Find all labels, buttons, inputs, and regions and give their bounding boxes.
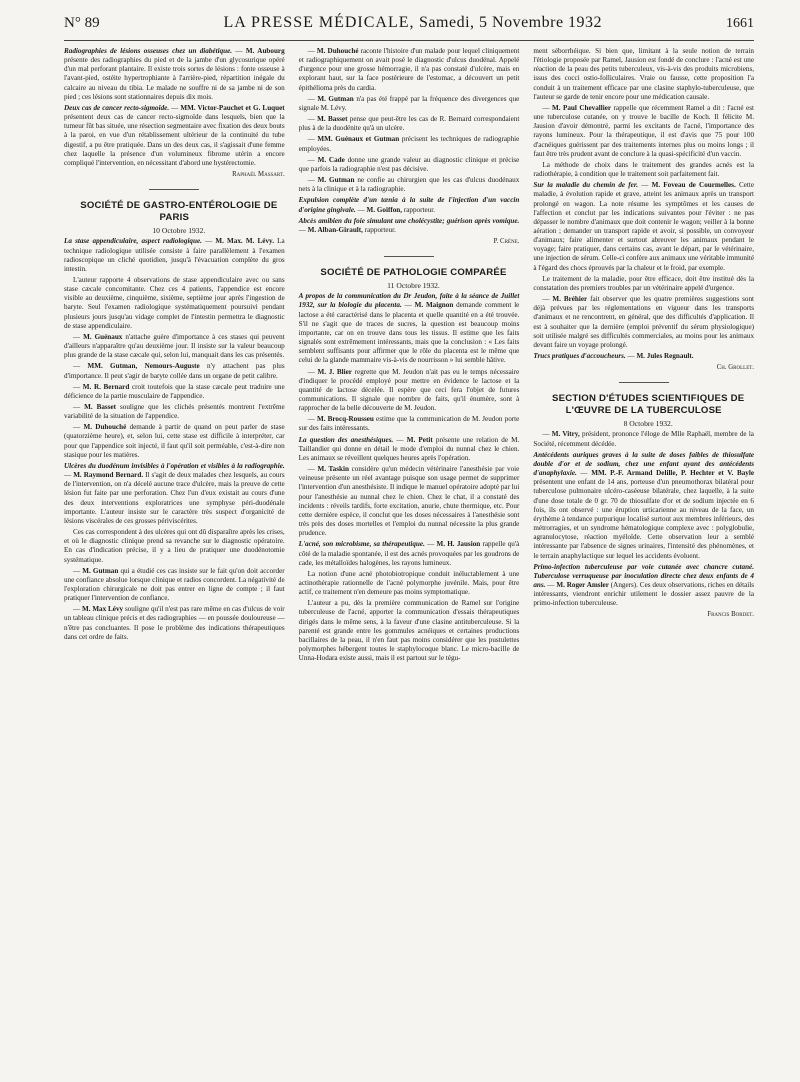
abstract-title: L'acné, son microbisme, sa thérapeutique. [298, 540, 425, 549]
paragraph: Ces cas correspondent à des ulcères qui ont dû disparaître après les crises, et où le diagnostic clinique prend sa revanche sur le diagnostic opératoire. En cas d'indication précise, il y a lieu de pratiquer une duodénotomie systématique. [64, 528, 285, 564]
abstract-text: présente une relation de M. Taillandier qui donne en détail le mode d'emploi du nunnal chez le chien. Les animaux se réveillent quelques heures après l'opération. [298, 435, 520, 462]
abstract-title: Ulcères du duodénum invisibles à l'opération et visibles à la radiographie. [64, 461, 285, 470]
abstract-text: (Angers). Ces deux observations, riches en détails intéressants, viendront enrichir utilement le dossier assez pauvre de la primo-infection tuberculeuse. [533, 580, 755, 608]
paragraph: — M. Gutman qui a étudié ces cas insiste sur le fait qu'on doit accorder une confiance absolue lorsque clinique et radios concordent. La négativité de l'exploration chirurgicale ne doit pas entrer en ligne de compte ; il faut pratiquer l'intervention de confiance. [64, 566, 285, 603]
author: M. Jules Regnault. [636, 352, 694, 360]
author: M. Aubourg [245, 47, 285, 55]
abstract-title: La stase appendiculaire, aspect radiologique. [64, 237, 202, 246]
section-title: SOCIÉTÉ DE PATHOLOGIE COMPARÉE [320, 267, 507, 279]
author: MM. P.-F. Armand Delille, P. Hechter et V. Bayle [591, 469, 755, 478]
abstract: Trucs pratiques d'accoucheurs. — M. Jules Regnault. [533, 352, 694, 360]
paragraph: — M. Gutman n'a pas été frappé par la fréquence des divergences que signale M. Lévy. [298, 94, 520, 112]
abstract-text: rappelle qu'à côté de la maladie spontanée, il est des acnés provoquées par les goudrons de cade, les métalloïdes halogènes, les rayons lumineux. [298, 540, 520, 567]
author: M. Duhouché [316, 47, 359, 55]
author: M. Gutman [317, 94, 354, 103]
divider [149, 189, 199, 190]
abstract-text: donne une grande valeur au diagnostic clinique et précise que parfois la radiographie n'est pas décisive. [298, 155, 520, 173]
page-number: 1661 [725, 16, 754, 31]
abstract-text: Il s'agit de deux malades chez lesquels, au cours de l'intervention, on n'a décelé aucune trace d'ulcère, mais la preuve de cette lésion fut faite par une perforation. Chez l'un d'eux existait au cours d'une des deux interventions exploratrices une symphyse péri-duodénale importante. L'auteur insiste sur le caractère très suspect d'organicité de lésions viscérales de ces grosses périviscérites. [64, 471, 285, 525]
author: M. Petit [406, 435, 433, 444]
paragraph: — M. Brocq-Rousseu estime que la communication de M. Jeudon porte sur des faits intéressants. [298, 415, 520, 433]
divider [619, 382, 669, 383]
author: M. Basset [84, 403, 117, 411]
author: M. Bréhier [552, 295, 588, 304]
abstract-title: Antécédents auriques graves à la suite de doses faibles de thiosulfate double d'or et de sodium, chez une enfant ayant des antécédents d'anaphylaxie. [533, 450, 755, 478]
abstract-text: raconte l'histoire d'un malade pour lequel cliniquement et radiographiquement on avait posé le diagnostic d'ulcus duodénal. Appelé d'urgence pour une grosse hémorragie, il n'a pas constaté d'ulcère, mais en explorant haut, sur la face postérieure de l'estomac, a découvert un petit épithélioma près du cardia. [298, 47, 520, 92]
abstract-text: croit toutefois que la stase cæcale peut traduire une déficience de la partie musculaire de l'appendice. [64, 382, 285, 400]
author: M. Max. M. Lévy. [215, 237, 274, 246]
abstract-title: Abcès amibien du foie simulant une cholécystite; guérison après vomique. [298, 216, 520, 225]
signature: Raphaël Massart. [232, 171, 285, 179]
abstract-text: rapporteur. [403, 205, 435, 214]
paragraph: — M. Basset souligne que les clichés présentés montrent l'extrême variabilité de la situation de l'appendice. [64, 403, 285, 421]
paragraph: — M. Cade donne une grande valeur au diagnostic clinique et précise que parfois la radiographie n'est pas décisive. [298, 155, 520, 173]
column-3 [533, 47, 754, 665]
abstract-title: Sur la maladie du chemin de fer. [533, 181, 639, 190]
paragraph: — M. Guénaux n'attache guère d'importance à ces stases qui peuvent d'ailleurs n'apparaître qu'au deuxième jour. Il insiste sur la valeur beaucoup plus grande de la stase cæcale qui, selon lui, manquait dans les cas présentés. [64, 332, 285, 360]
abstract: Expulsion complète d'un tænia à la suite de l'injection d'un vaccin d'origine gingivale. — M. Goiffon, rapporteur. [298, 196, 520, 214]
abstract-text: présentent deux cas de cancer recto-sigmoïde dans lesquels, bien que la tumeur fût bas située, une résection segmentaire avec fixation des deux bouts à la paroi, en vue d'un rétablissement ultérieur de la continuité du tube digestif, a pu être pratiquée. Dans un des deux cas, il s'agissait d'une femme chez laquelle la présence d'un volumineux fibrome utérin a encore compliqué l'intervention, en nécessitant d'abord une hystérectomie. [64, 113, 285, 167]
abstract-text: souligne qu'il n'est pas rare même en cas d'ulcus de voir un tableau clinique précis et des radiographies — en poussée douloureuse — n'être pas concluantes. Il pose le problème des indications thérapeutiques dans cet ordre de faits. [64, 605, 285, 641]
abstract-text: précisent les techniques de radiographie employées. [298, 135, 520, 153]
author: MM. Gutman, Nemours-Auguste [87, 362, 200, 371]
author: M. Guénaux [83, 332, 123, 341]
abstract: Deux cas de cancer recto-sigmoïde. — MM. Victor-Pauchet et G. Luquet présentent deux cas de cancer recto-sigmoïde dans lesquels, bien que la tumeur fût bas située, une résection segmentaire avec fixation des deux bouts à la paroi, en vue d'un rétablissement ultérieur de la continuité du tube digestif, a pu être pratiquée. Dans un des deux cas, il s'agissait d'une femme chez laquelle la présence d'un volumineux fibrome utérin a encore compliqué l'intervention, en nécessitant d'abord une hystérectomie. [64, 103, 285, 167]
abstract: Antécédents auriques graves à la suite de doses faibles de thiosulfate double d'or et de sodium, chez une enfant ayant des antécédents d'anaphylaxie. — MM. P.-F. Armand Delille, P. Hechter et V. Bayle présentent une enfant de 14 ans, porteuse d'un pneumothorax bilatéral pour tuberculose pulmonaire ulcéro-caséeuse bilatérale, chez laquelle, à la suite d'une dose totale de 0 gr. 70 de thiosulfate d'or et de sodium injectée en 6 fois, ils ont observé : une éruption urticarienne au niveau de la face, un érythème à tendance purpurique localisé surtout aux membres inférieurs, des métrorragies, et un syndrome hématologique complexe avec : polyglobulie, agranulocytose, réaction myéloïde. Cette observation leur a semblé intéressante par l'absence de signes urinaires, l'intensité des phénomènes, et le terrain anaphylactique sur lequel les accidents évoluent. [533, 450, 755, 560]
abstract-text: considère qu'un médecin vétérinaire l'anesthésie par voie veineuse présente un réel avantage puisque son usage permet de supprimer l'intervention d'un anesthésiste. Il indique le manuel opératoire adopté par lui pour l'anesthésie au nunnal chez le chien. Chez le chat, il a constaté des incidents : réveils tardifs, forte excitation, anurie, chute thermique, etc. Pour cette dernière espèce, il conclut que les doses nécessaires à l'anesthésie sont très près des doses mortelles et l'emploi du nunnal nécessite la plus grande prudence. [298, 465, 520, 538]
paragraph: L'auteur a pu, dès la première communication de Ramel sur l'origine tuberculeuse de l'acné, apporter la communication d'essais thérapeutiques dirigés dans le même sens, à la faveur d'une clasine antituberculeuse. Si la parenté est grande entre les gommules acnéiques et certaines productions bacillaires de la peau, il n'en faut pas moins considérer que les pustulettes polymorphes hébergent toutes le staphylocoque blanc. Le micro-bacille de Unna-Hodara existe aussi, mais il est partout sur le tégu- [298, 599, 520, 663]
abstract-text: La technique radiologique utilisée consiste à faire parallèlement à l'examen radioscopique un cliché quotidien, jusqu'à l'évacuation complète du gros intestin. [64, 237, 285, 273]
author: M. Cade [317, 155, 345, 164]
paragraph: La notion d'une acné photobiotropique conduit inéluctablement à une actinothérapie rationnelle de l'acné polymorphe juvénile. Mais, pour être actif, ce traitement n'en demeure pas moins symptomatique. [298, 569, 520, 597]
abstract-text: regrette que M. Jeudon n'ait pas eu le temps nécessaire d'indiquer le procédé employé pour mettre en évidence le lactose et la quantité de lactose décelée. Il espère que ceci fera l'objet de futures communications. Il signale que nombre de faits, qu'il énumère, sont à rapprocher de la belle découverte de M. Jeudon. [298, 367, 520, 413]
abstract-text: rapporteur. [364, 225, 396, 234]
paragraph: — MM. Gutman, Nemours-Auguste n'y attachent pas plus d'importance. Il peut s'agir de baryte collée dans un organe de petit calibre. [64, 362, 285, 380]
paragraph: L'auteur rapporte 4 observations de stase appendiculaire avec ou sans stase cæcale concomitante. Chez ces 4 patients, l'appendice est encore visible au deuxième, cinquième, sixième, septième jour après l'ingestion de baryte. Seul l'examen radiologique systématiquement poursuivi pendant plusieurs jours jusqu'au vidage complet de l'intestin permettra le diagnostic de stase appendiculaire. [64, 275, 285, 330]
paragraph: — M. Paul Chevallier rappelle que récemment Ramel a dit : l'acné est une tuberculose cutanée, on y trouve le bacille de Koch. Il félicite M. Jausion d'avoir démontré, parmi les excitants de l'acné, l'importance des rayons lumineux. Pour la thérapeutique, il est d'avis que 75 pour 100 d'acnéiques guérissent par des traitements internes plus ou moins longs ; il faut être très prudent avant de conclure à la quasi-spécificité d'un vaccin. [533, 103, 755, 158]
abstract-text: président, prononce l'éloge de Mlle Raphaël, membre de la Société, récemment décédée. [533, 430, 754, 448]
paragraph: — M. J. Blier regrette que M. Jeudon n'ait pas eu le temps nécessaire d'indiquer le procédé employé pour mettre en évidence le lactose et la quantité de lactose décelée. Il espère que ceci fera l'objet de futures communications. Il signale que nombre de faits, qu'il énumère, sont à rapprocher de la belle découverte de M. Jeudon. [298, 367, 520, 413]
masthead [224, 14, 603, 32]
author: MM. Guénaux et Gutman [317, 135, 400, 144]
column-2 [299, 47, 520, 665]
abstract-text: estime que la communication de M. Jeudon porte sur des faits intéressants. [298, 415, 520, 433]
abstract: Ulcères du duodénum invisibles à l'opération et visibles à la radiographie. — M. Raymond Bernard. Il s'agit de deux malades chez lesquels, au cours de l'intervention, on n'a décelé aucune trace d'ulcère, mais la preuve de cette lésion fut faite par une perforation. Chez l'un d'eux existait au cours d'une des deux interventions exploratrices une symphyse péri-duodénale importante. L'auteur insiste sur le caractère très suspect d'organicité de lésions viscérales de ces grosses périviscérites. [64, 461, 285, 525]
author: M. Paul Chevallier [551, 103, 612, 112]
abstract: Abcès amibien du foie simulant une cholécystite; guérison après vomique. — M. Alban-Girault, rapporteur. [298, 216, 520, 234]
author: M. Basset [317, 115, 348, 124]
abstract-text: n'y attachent pas plus d'importance. Il peut s'agir de baryte collée dans un organe de petit calibre. [64, 362, 285, 380]
paragraph: — M. Duhouché demande à partir de quand on peut parler de stase (quatorzième heure), et, selon lui, cette stase est difficile à interpréter, car pour que l'appendice soit injecté, il faut qu'il soit perméable, c'est-à-dire non stasique pour les matières. [64, 423, 285, 459]
author: M. Raymond Bernard. [73, 471, 144, 480]
section-title: SOCIÉTÉ DE GASTRO-ENTÉROLOGIE DE PARIS [80, 200, 278, 224]
paragraph: — M. Duhouché raconte l'histoire d'un malade pour lequel cliniquement et radiographiquement on avait posé le diagnostic d'ulcus duodénal. Appelé d'urgence pour une grosse hémorragie, il n'a pas constaté d'ulcère, mais en explorant haut, sur la face postérieure de l'estomac, a découvert un petit épithélioma près du cardia. [298, 47, 520, 92]
author: M. Gutman [317, 176, 355, 185]
abstract-text: qui a étudié ces cas insiste sur le fait qu'on doit accorder une confiance absolue lorsque clinique et radios concordent. La négativité de l'exploration chirurgicale ne doit pas entrer en ligne de compte ; il faut pratiquer l'intervention de confiance. [64, 566, 285, 603]
author: MM. Victor-Pauchet et G. Luquet [180, 103, 285, 112]
abstract: Radiographies de lésions osseuses chez un diabétique. — M. Aubourg présente des radiographies du pied et de la jambe d'un glycosurique opéré d'un mal perforant plantaire. Il existe trois sortes de lésions : fonte osseuse à l'avant-pied, ostéite hypertrophiante à l'arrière-pied, répartition inégale du calcaire au niveau du tibia. Le malade ne souffre ni de sa jambe ni de son pied ; ces lésions sont stationnaires depuis dix mois. [64, 47, 285, 101]
author: M. Brocq-Rousseu [316, 415, 374, 424]
paragraph: — M. Basset pense que peut-être les cas de R. Bernard correspondaient plus à de la duodénite qu'à un ulcère. [298, 115, 520, 133]
abstract-title: Primo-infection tuberculeuse par voie cutanée avec chancre cutané. Tuberculose verruqueuse par inoculation directe chez deux enfants de 4 ans. [533, 562, 755, 589]
author: M. H. Jausion [436, 540, 481, 549]
abstract-title: Trucs pratiques d'accoucheurs. [533, 352, 626, 360]
abstract-text: présentent une enfant de 14 ans, porteuse d'un pneumothorax bilatéral pour tuberculose pulmonaire ulcéro-caséeuse bilatérale, chez laquelle, à la suite d'une dose totale de 0 gr. 70 de thiosulfate d'or et de sodium injectée en 6 fois, ils ont observé : une éruption urticarienne au niveau de la face, un érythème à tendance purpurique localisé surtout aux membres inférieurs, des métrorragies, et un syndrome hématologique complexe avec : polyglobulie, agranulocytose, réaction myéloïde. Cette observation leur a semblé intéressante par l'absence de signes urinaires, l'intensité des phénomènes, et le terrain anaphylactique sur lequel les accidents évoluent. [533, 478, 755, 560]
abstract: A propos de la communication du Dr Jeudon, faite à la séance de Juillet 1932, sur la biologie du placenta. — M. Maignon demande comment le lactose a été caractérisé dans le placenta et quelle quantité en a été trouvée. S'il ne s'agit que de traces de sucres, la question est beaucoup moins importante, car on en trouve dans tous les tissus. Il estime que les faits signalés sont extrêmement intéressants, mais que la conclusion : « Les faits semblent suffisants pour affirmer que le rôle du placenta est le même que celui de la glande mammaire vis-à-vis de nourrisson » lui semble hâtive. [298, 292, 520, 365]
abstract-title: Radiographies de lésions osseuses chez un diabétique. [64, 47, 233, 55]
section-date: 10 Octobre 1932. [152, 226, 206, 236]
abstract-text: demande comment le lactose a été caractérisé dans le placenta et quelle quantité en a été trouvée. S'il ne s'agit que de traces de sucres, la question est beaucoup moins importante, car on en trouve dans tous les tissus. Il estime que les faits signalés sont extrêmement intéressants, mais que la conclusion : « Les faits semblent suffisants pour affirmer que le rôle du placenta est le même que celui de la glande mammaire vis-à-vis de nourrisson » lui semble hâtive. [298, 301, 520, 365]
abstract-title: Expulsion complète d'un tænia à la suite de l'injection d'un vaccin d'origine gingivale. [298, 196, 520, 214]
article-columns [64, 47, 754, 665]
paragraph: — M. Vitry, président, prononce l'éloge de Mlle Raphaël, membre de la Société, récemment décédée. [533, 430, 754, 448]
paragraph: Le traitement de la maladie, pour être efficace, doit être institué dès la constatation des premiers troubles par un vétérinaire appelé d'urgence. [533, 274, 755, 292]
author: M. Foveau de Courmelles. [651, 181, 736, 190]
author: M. Roger Amsler [556, 580, 609, 589]
page-header [64, 14, 754, 41]
paragraph: ment séborrhéique. Si bien que, limitant à la seule notion de terrain l'étiologie proposée par Ramel, Jausion est fondé de conclure : l'acné est une réaction de la peau des petits tuberculeux, vis-à-vis des produits microbiens, issus des cocci ostio-folliculaires. Vraie ou fausse, cette proposition l'a conduit à un traitement efficace par une clasine staphylo-tuberculeuse, que l'auteur se garde de tenir encore pour une médication causale. [533, 47, 755, 101]
issue-number: N° 89 [64, 15, 100, 31]
author: M. Duhouché [83, 423, 127, 432]
abstract-text: n'attache guère d'importance à ces stases qui peuvent d'ailleurs n'apparaître qu'au deuxième jour. Il insiste sur la valeur beaucoup plus grande de la stase cæcale qui, selon lui, manquait dans les cas présentés. [64, 332, 285, 360]
abstract: Primo-infection tuberculeuse par voie cutanée avec chancre cutané. Tuberculose verruqueuse par inoculation directe chez deux enfants de 4 ans. — M. Roger Amsler (Angers). Ces deux observations, riches en détails intéressants, viendront enrichir utilement le dossier assez pauvre de la primo-infection tuberculeuse. [533, 562, 755, 608]
paragraph: — M. Gutman ne confie au chirurgien que les cas d'ulcus duodénaux nets à la clinique et à la radiographie. [298, 176, 520, 194]
abstract-text: pense que peut-être les cas de R. Bernard correspondaient plus à de la duodénite qu'à un ulcère. [298, 115, 520, 133]
abstract-title: La question des anesthésiques. [298, 435, 394, 444]
abstract: Sur la maladie du chemin de fer. — M. Foveau de Courmelles. Cette maladie, à évolution rapide et grave, atteint les animaux après un transport prolongé en wagon. La note résume les symptômes et les causes de l'affection et conclut par les indications suivantes pour l'éviter : ne pas dépasser le nombre d'animaux que doit contenir le wagon; veiller à la bonne aération ; demander un transport rapide et avoir, si possible, un convoyeur d'animaux; faire alimenter et surtout abreuver les animaux pendant le voyage; faire pratiquer, dans certains cas, avant le départ, par le vétérinaire, une injection de sérum. Celle-ci confère aux animaux une véritable immunité à l'égard des chocs éprouvés par la chaleur et le froid, par exemple. [533, 181, 755, 272]
abstract-text: demande à partir de quand on peut parler de stase (quatorzième heure), et, selon lui, cette stase est difficile à interpréter, car pour que l'appendice soit injecté, il faut qu'il soit perméable, c'est-à-dire non stasique pour les matières. [64, 423, 285, 459]
section-title: SECTION D'ÉTUDES SCIENTIFIQUES DE L'ŒUVRE DE LA TUBERCULOSE [552, 393, 745, 417]
section-date: 11 Octobre 1932. [387, 281, 440, 291]
paragraph: — MM. Guénaux et Gutman précisent les techniques de radiographie employées. [298, 135, 520, 153]
abstract-text: ne confie au chirurgien que les cas d'ulcus duodénaux nets à la clinique et à la radiographie. [298, 176, 520, 194]
section-date: 8 Octobre 1932. [623, 419, 673, 429]
author: M. Max Lévy [81, 605, 124, 614]
abstract-title: A propos de la communication du Dr Jeudon, faite à la séance de Juillet 1932, sur la biologie du placenta. [298, 292, 520, 310]
author: M. Vitry, [551, 430, 580, 439]
paragraph: — M. Bréhier fait observer que les quatre premières suggestions sont déjà prévues par les réglementations en vigueur dans les transports d'animaux et ne rencontrent, en général, que des difficultés d'application. Il est à souhaiter que la dernière (emploi préventif du sérum physiologique) soit utilisée malgré ses difficultés commerciales, au moins pour les animaux devant faire un voyage prolongé. [533, 295, 755, 349]
abstract: La question des anesthésiques. — M. Petit présente une relation de M. Taillandier qui donne en détail le mode d'emploi du nunnal chez le chien. Les animaux se réveillent quelques heures après l'opération. [298, 435, 520, 462]
abstract: L'acné, son microbisme, sa thérapeutique. — M. H. Jausion rappelle qu'à côté de la maladie spontanée, il est des acnés provoquées par les goudrons de cade, les métalloïdes halogènes, les rayons lumineux. [298, 540, 520, 567]
journal-title: LA PRESSE MÉDICALE, [223, 14, 415, 31]
abstract-text: Cette maladie, à évolution rapide et grave, atteint les animaux après un transport prolongé en wagon. La note résume les symptômes et les causes de l'affection et conclut par les indications suivantes pour l'éviter : ne pas dépasser le nombre d'animaux que doit contenir le wagon; veiller à la bonne aération ; demander un transport rapide et avoir, si possible, un convoyeur d'animaux; faire alimenter et surtout abreuver les animaux pendant le voyage; faire pratiquer, dans certains cas, avant le départ, par le vétérinaire, une injection de sérum. Celle-ci confère aux animaux une véritable immunité à l'égard des chocs éprouvés par la chaleur et le froid, par exemple. [533, 181, 755, 272]
abstract: La stase appendiculaire, aspect radiologique. — M. Max. M. Lévy. La technique radiologique utilisée consiste à faire parallèlement à l'examen radioscopique un cliché quotidien, jusqu'à l'évacuation complète du gros intestin. [64, 237, 285, 273]
author: M. Gutman [82, 566, 119, 575]
issue-date: Samedi, 5 Novembre 1932 [419, 14, 603, 31]
column-1 [64, 47, 285, 665]
abstract-text: fait observer que les quatre premières suggestions sont déjà prévues par les réglementations en vigueur dans les transports d'animaux et ne rencontrent, en général, que des difficultés d'application. Il est à souhaiter que la dernière (emploi préventif du sérum physiologique) soit utilisée malgré ses difficultés commerciales, au moins pour les animaux devant faire un voyage prolongé. [533, 295, 755, 349]
author: M. Taskin [317, 465, 349, 474]
author: M. Alban-Girault, [307, 225, 363, 234]
author: M. J. Blier [317, 367, 352, 376]
signature: Ch. Grollet. [716, 364, 755, 372]
abstract-text: n'a pas été frappé par la fréquence des divergences que signale M. Lévy. [298, 94, 520, 112]
paragraph: — M. Max Lévy souligne qu'il n'est pas rare même en cas d'ulcus de voir un tableau clinique précis et des radiographies — en poussée douloureuse — n'être pas concluantes. Il pose le problème des indications thérapeutiques dans cet ordre de faits. [64, 605, 285, 641]
signature: P. Crène. [493, 237, 520, 245]
signature: Francis Bordet. [707, 611, 755, 619]
paragraph: — M. Taskin considère qu'un médecin vétérinaire l'anesthésie par voie veineuse présente un réel avantage puisque son usage permet de supprimer l'intervention d'un anesthésiste. Il indique le manuel opératoire adopté par lui pour l'anesthésie au nunnal chez le chien. Chez le chat, il a constaté des incidents : réveils tardifs, forte excitation, anurie, chute thermique, etc. Pour cette dernière espèce, il conclut que les doses nécessaires à l'anesthésie sont très près des doses mortelles et l'emploi du nunnal nécessite la plus grande prudence. [298, 465, 520, 538]
paragraph: La méthode de choix dans le traitement des grandes acnés est la radiothérapie, à condition que le traitement soit parfaitement fait. [533, 160, 755, 179]
author: M. R. Bernard [82, 382, 130, 391]
abstract-text: rappelle que récemment Ramel a dit : l'acné est une tuberculose cutanée, on y trouve le bacille de Koch. Il félicite M. Jausion d'avoir démontré, parmi les excitants de l'acné, l'importance des rayons lumineux. Pour la thérapeutique, il est d'avis que 75 pour 100 d'acnéiques guérissent par des traitements internes plus ou moins longs ; il faut être très prudent avant de conclure à la quasi-spécificité d'un vaccin. [533, 103, 755, 158]
abstract-text: souligne que les clichés présentés montrent l'extrême variabilité de la situation de l'appendice. [64, 403, 285, 421]
divider [384, 256, 434, 257]
paragraph: — M. R. Bernard croit toutefois que la stase cæcale peut traduire une déficience de la partie musculaire de l'appendice. [64, 382, 285, 400]
author: M. Maignon [414, 301, 454, 310]
author: M. Goiffon, [366, 205, 403, 214]
abstract-title: Deux cas de cancer recto-sigmoïde. [64, 103, 170, 112]
abstract-text: présente des radiographies du pied et de la jambe d'un glycosurique opéré d'un mal perforant plantaire. Il existe trois sortes de lésions : fonte osseuse à l'avant-pied, ostéite hypertrophiante à l'arrière-pied, répartition inégale du calcaire au niveau du tibia. Le malade ne souffre ni de sa jambe ni de son pied ; ces lésions sont stationnaires depuis dix mois. [64, 56, 285, 101]
